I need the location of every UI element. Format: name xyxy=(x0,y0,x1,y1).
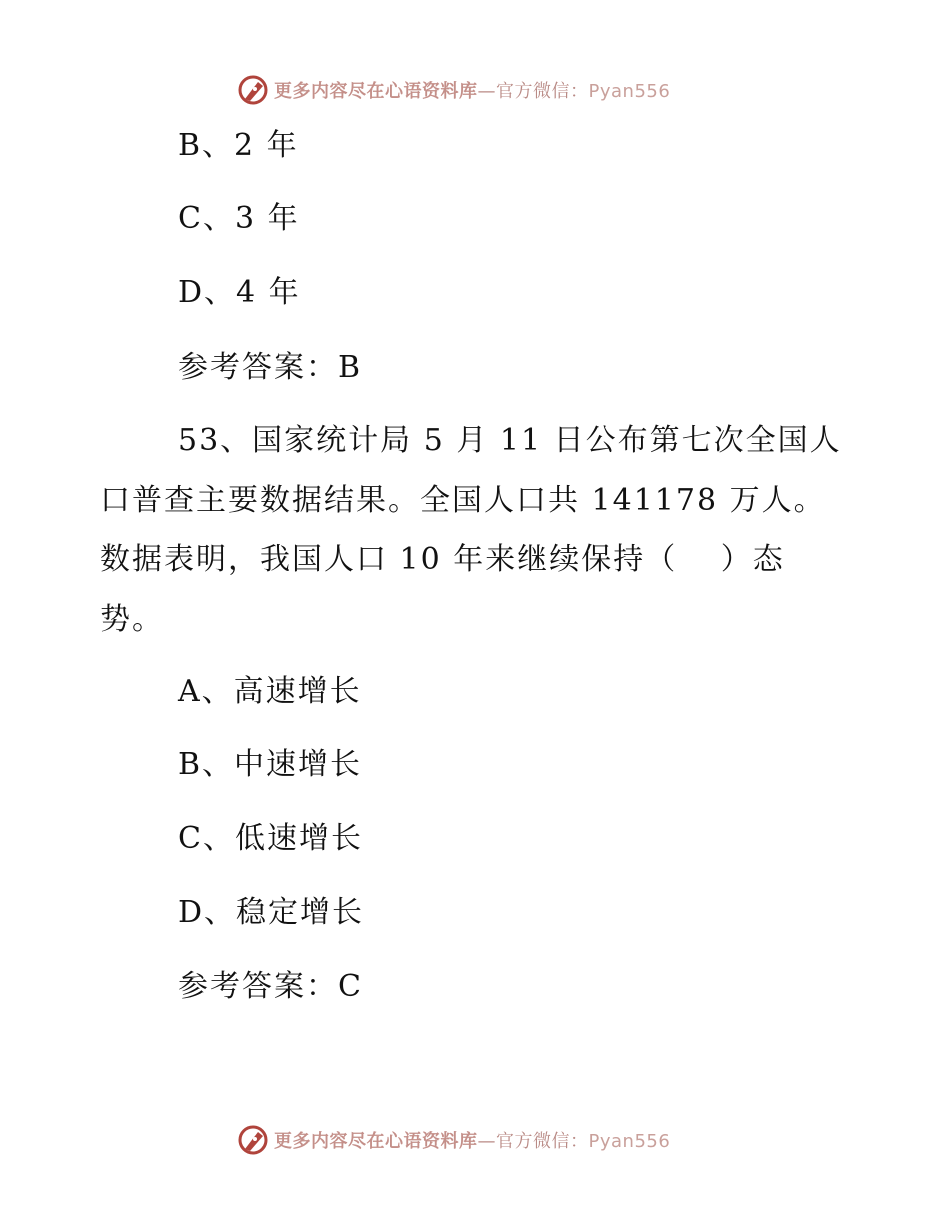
watermark-text xyxy=(274,77,670,103)
q53-option-a: A、高速增长 xyxy=(178,674,362,709)
watermark-sub: 官方微信： xyxy=(496,1131,589,1152)
q52-option-c: C、3 年 xyxy=(178,201,300,236)
header-watermark xyxy=(236,72,670,108)
q53-option-d: D、稳定增长 xyxy=(178,895,365,930)
watermark-handle: Pyan556 xyxy=(588,81,671,102)
footer-watermark xyxy=(236,1122,670,1158)
q53-answer: 参考答案：C xyxy=(178,969,363,1004)
pen-nib-logo-icon xyxy=(236,73,270,107)
q53-stem-line-2: 口普查主要数据结果。全国人口共 141178 万人。 xyxy=(100,483,826,518)
watermark-main: 更多内容尽在心语资料库 xyxy=(274,81,478,102)
q53-stem-line-3: 数据表明，我国人口 10 年来继续保持（ ）态 xyxy=(100,542,785,577)
pen-nib-logo-icon xyxy=(236,1123,270,1157)
watermark-text xyxy=(274,1127,670,1153)
q52-option-b: B、2 年 xyxy=(178,128,299,163)
q52-option-d: D、4 年 xyxy=(178,275,301,310)
q53-stem-line-4: 势。 xyxy=(100,602,164,637)
watermark-dash: — xyxy=(477,81,496,102)
watermark-dash: — xyxy=(477,1131,496,1152)
q52-answer: 参考答案：B xyxy=(178,350,363,385)
watermark-sub: 官方微信： xyxy=(496,81,589,102)
q53-option-b: B、中速增长 xyxy=(178,747,363,782)
watermark-main: 更多内容尽在心语资料库 xyxy=(274,1131,478,1152)
q53-option-c: C、低速增长 xyxy=(178,821,363,856)
watermark-handle: Pyan556 xyxy=(588,1131,671,1152)
q53-stem-line-1: 53、国家统计局 5 月 11 日公布第七次全国人 xyxy=(178,423,842,458)
